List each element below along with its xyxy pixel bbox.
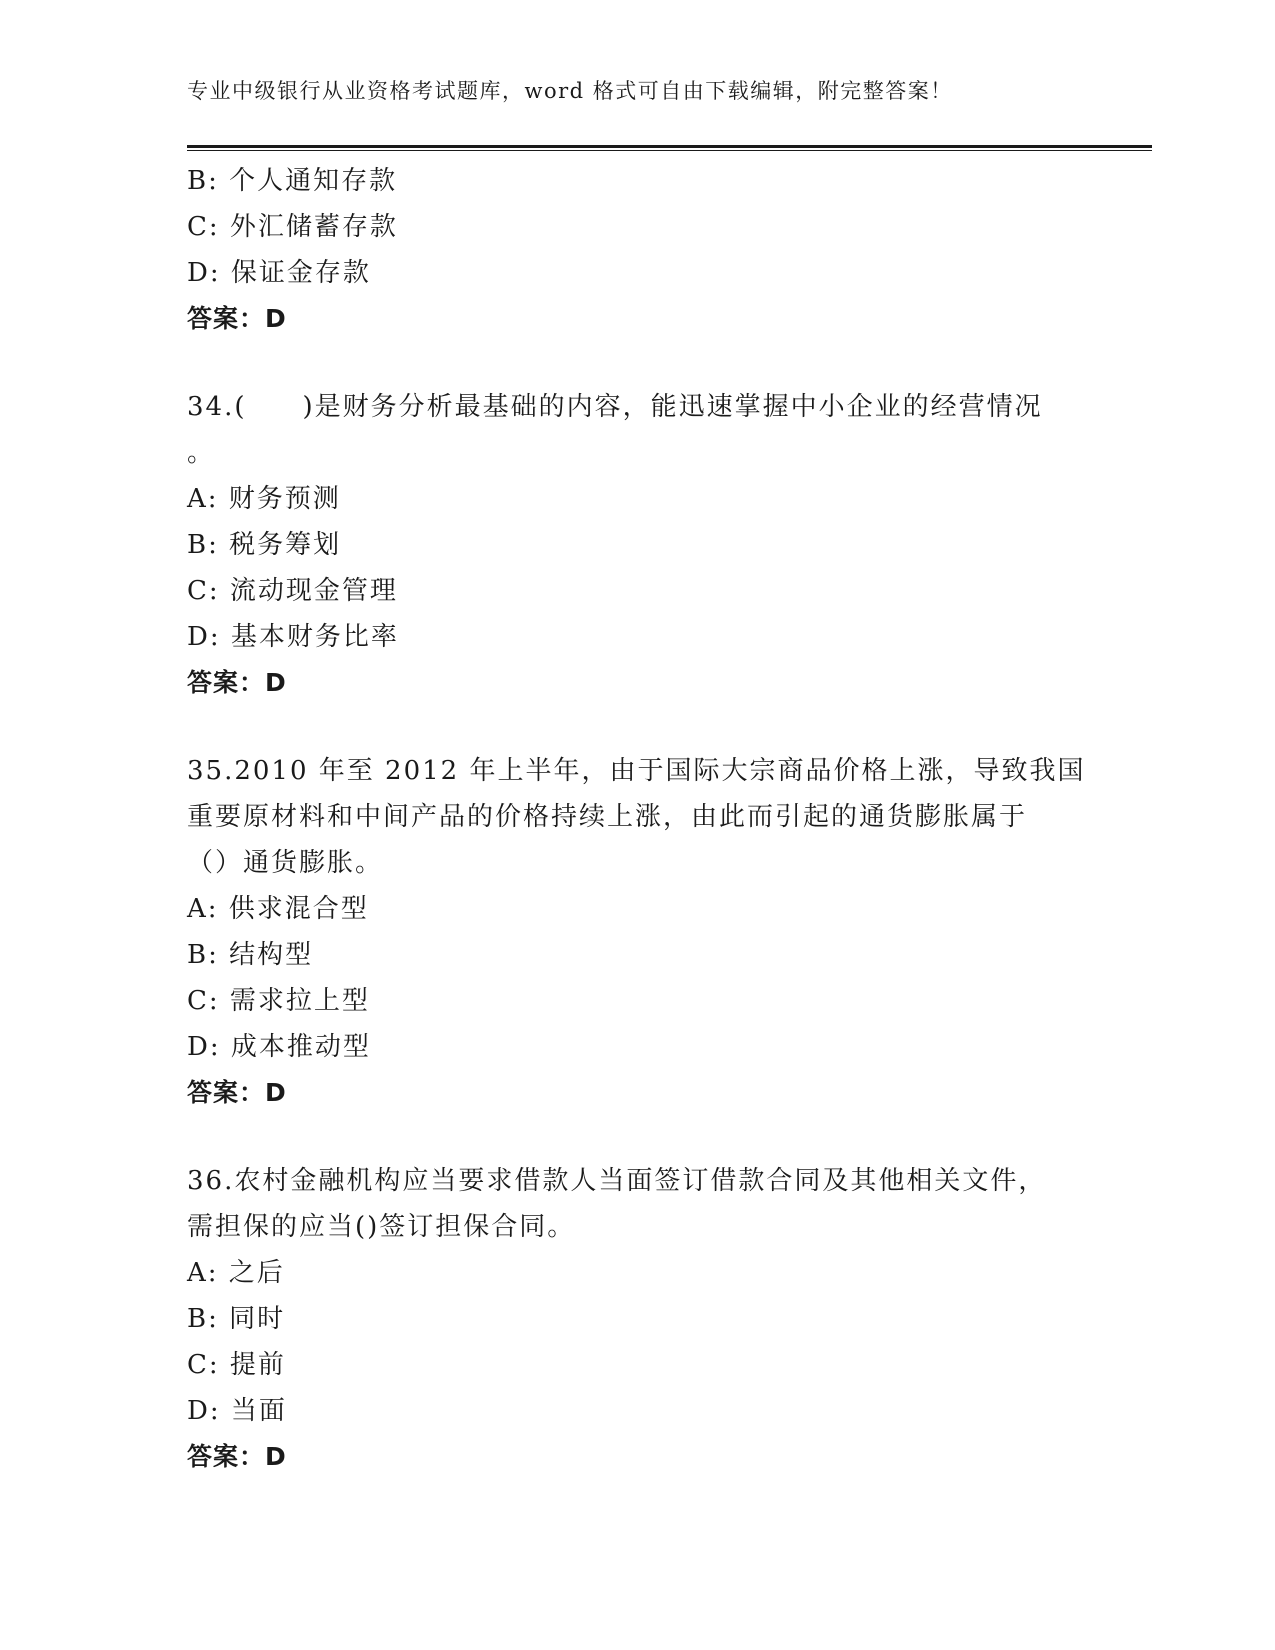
option-line: A: 财务预测 [187, 484, 341, 514]
question-block [187, 158, 1087, 342]
question-block [187, 748, 1087, 1116]
option-line: D: 成本推动型 [187, 1032, 371, 1062]
option-line: B: 个人通知存款 [187, 166, 398, 196]
option-line: C: 提前 [187, 1350, 286, 1380]
question-text: （）通货膨胀。 [187, 848, 384, 878]
question-text: 。 [187, 438, 216, 468]
question-block [187, 384, 1087, 706]
question-text: 36.农村金融机构应当要求借款人当面签订借款合同及其他相关文件， [187, 1166, 1047, 1196]
question-block [187, 1158, 1087, 1480]
option-line: B: 结构型 [187, 940, 314, 970]
option-line: C: 外汇储蓄存款 [187, 212, 398, 242]
question-text: 34.( )是财务分析最基础的内容，能迅速掌握中小企业的经营情况 [187, 392, 1043, 422]
option-line: A: 供求混合型 [187, 894, 369, 924]
question-text: 35.2010 年至 2012 年上半年，由于国际大宗商品价格上涨，导致我国 [187, 756, 1086, 786]
option-line: D: 基本财务比率 [187, 622, 399, 652]
option-line: B: 税务筹划 [187, 530, 342, 560]
option-line: B: 同时 [187, 1304, 286, 1334]
option-line: C: 流动现金管理 [187, 576, 398, 606]
answer-line: 答案：D [187, 1078, 287, 1107]
question-list [187, 158, 1087, 1480]
answer-line: 答案：D [187, 668, 287, 697]
option-line: A: 之后 [187, 1258, 285, 1288]
question-text: 需担保的应当()签订担保合同。 [187, 1212, 576, 1242]
answer-line: 答案：D [187, 1442, 287, 1471]
option-line: D: 保证金存款 [187, 258, 371, 288]
header-rule-thin [187, 150, 1152, 151]
option-line: C: 需求拉上型 [187, 986, 370, 1016]
answer-line: 答案：D [187, 304, 287, 333]
option-line: D: 当面 [187, 1396, 287, 1426]
header-rule-thick [187, 145, 1152, 148]
page-header: 专业中级银行从业资格考试题库，word 格式可自由下载编辑，附完整答案！ [187, 79, 953, 103]
question-text: 重要原材料和中间产品的价格持续上涨，由此而引起的通货膨胀属于 [187, 802, 1028, 832]
